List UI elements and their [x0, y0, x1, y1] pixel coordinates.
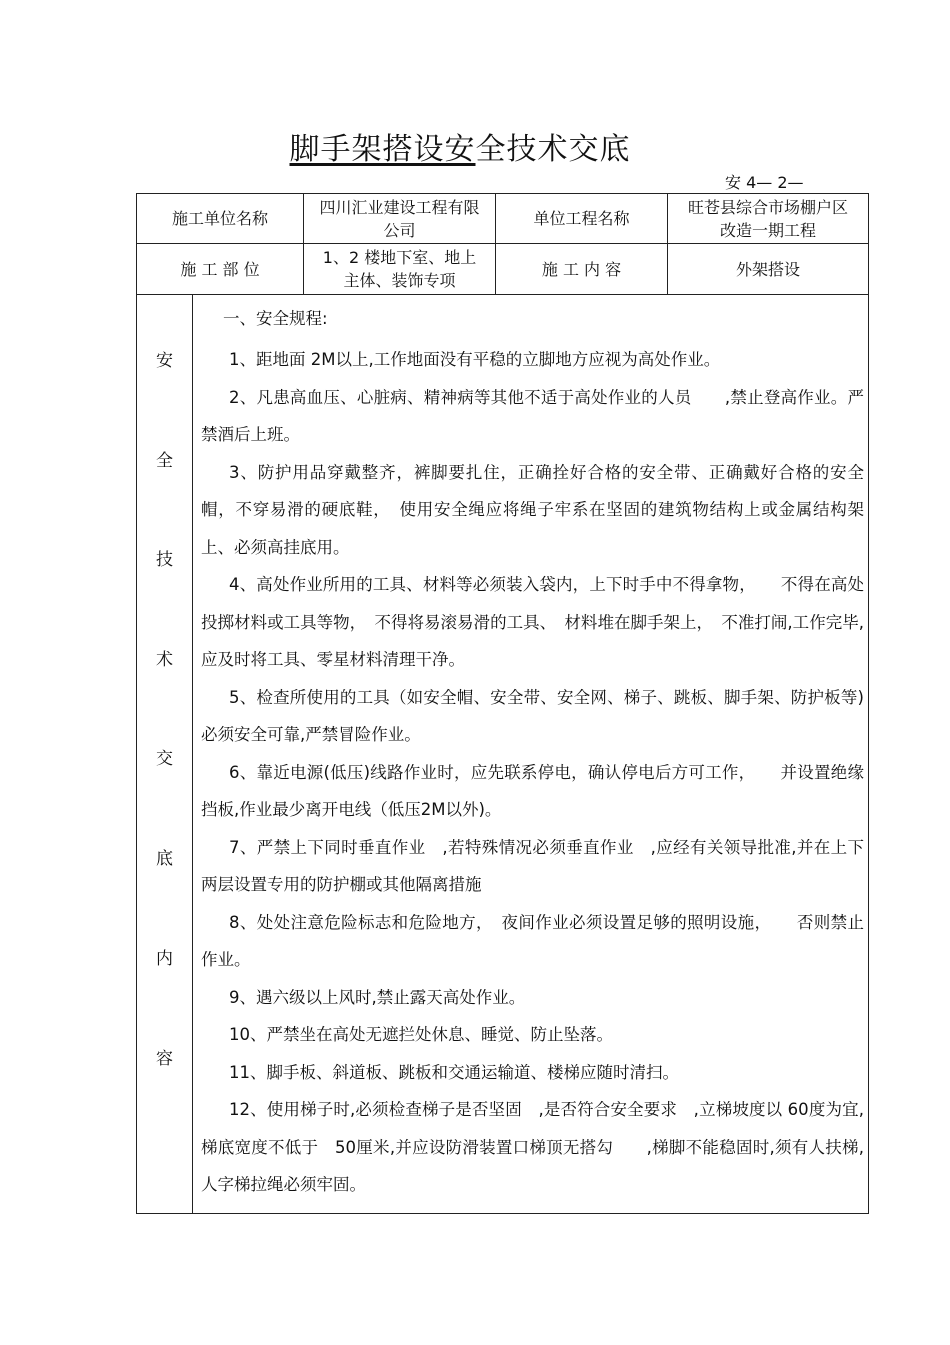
rule-item: 6、靠近电源(低压)线路作业时，应先联系停电，确认停电后方可工作， 并设置绝缘挡板,作业最少离开电线（低压2M以外)。 [201, 762, 864, 819]
rule-item: 2、凡患高血压、心脏病、精神病等其他不适于高处作业的人员 ,禁止登高作业。严禁酒后上班。 [201, 387, 864, 444]
rule-item: 5、检查所使用的工具（如安全帽、安全带、安全网、梯子、跳板、脚手架、防护板等)必须安全可靠,严禁冒险作业。 [201, 687, 864, 744]
side-label-char: 底 [156, 849, 173, 869]
construction-part-label: 施 工 部 位 [180, 259, 260, 279]
rule-item: 4、高处作业所用的工具、材料等必须装入袋内，上下时手中不得拿物， 不得在高处投掷材料或工具等物， 不得将易滚易滑的工具、 材料堆在脚手架上， 不准打闹,工作完毕,应及时将工具、零星材料清理干净。 [201, 575, 864, 669]
table-divider-row2 [136, 294, 869, 295]
side-label-char: 容 [156, 1049, 173, 1069]
construction-content-label: 施 工 内 容 [541, 259, 622, 279]
side-label-char: 安 [156, 351, 173, 371]
construction-content-value: 外架搭设 [735, 259, 800, 279]
rule-item: 11、脚手板、斜道板、跳板和交通运输道、楼梯应随时清扫。 [229, 1062, 679, 1082]
document-number: 安 4— 2— [725, 173, 804, 192]
rule-item: 9、遇六级以上风时,禁止露天高处作业。 [229, 987, 526, 1007]
side-label-char: 技 [156, 550, 173, 570]
construction-unit-label: 施工单位名称 [171, 209, 268, 228]
document-title-underlined: 脚手架搭设安 [289, 132, 476, 167]
project-name-value: 旺苍县综合市场棚户区改造一期工程 [687, 197, 848, 240]
rule-item: 1、距地面 2M以上,工作地面没有平稳的立脚地方应视为高处作业。 [229, 350, 721, 369]
section-heading: 一、安全规程: [223, 309, 328, 328]
document-title [0, 124, 920, 168]
side-label-char: 全 [156, 451, 173, 471]
side-label-char: 交 [156, 749, 173, 769]
rule-item: 8、处处注意危险标志和危险地方， 夜间作业必须设置足够的照明设施， 否则禁止作业。 [201, 912, 864, 969]
safety-rules-content [201, 303, 864, 1204]
rule-item: 3、防护用品穿戴整齐，裤脚要扎住，正确拴好合格的安全带、正确戴好合格的安全帽，不穿易滑的硬底鞋， 使用安全绳应将绳子牢系在坚固的建筑物结构上或金属结构架上、必须高挂底用。 [201, 462, 864, 557]
document-title-rest: 全技术交底 [475, 132, 631, 167]
project-name-label: 单位工程名称 [533, 209, 630, 228]
construction-part-value: 1、2 楼地下室、地上主体、装饰专项 [322, 248, 477, 290]
side-label-char: 内 [156, 949, 173, 969]
construction-unit-value: 四川汇业建设工程有限公司 [319, 197, 480, 240]
side-label-char: 术 [156, 650, 173, 670]
rule-item: 12、使用梯子时,必须检查梯子是否坚固 ,是否符合安全要求 ,立梯坡度以 60度为宜,梯底宽度不低于 50厘米,并应设防滑装置口梯顶无搭勾 ,梯脚不能稳固时,须有人扶梯,人字梯拉绳必须牢固。 [201, 1100, 864, 1194]
rule-item: 10、严禁坐在高处无遮拦处休息、睡觉、防止坠落。 [229, 1025, 613, 1044]
rule-item: 7、严禁上下同时垂直作业 ,若特殊情况必须垂直作业 ,应经有关领导批准,并在上下两层设置专用的防护棚或其他隔离措施 [201, 837, 864, 894]
